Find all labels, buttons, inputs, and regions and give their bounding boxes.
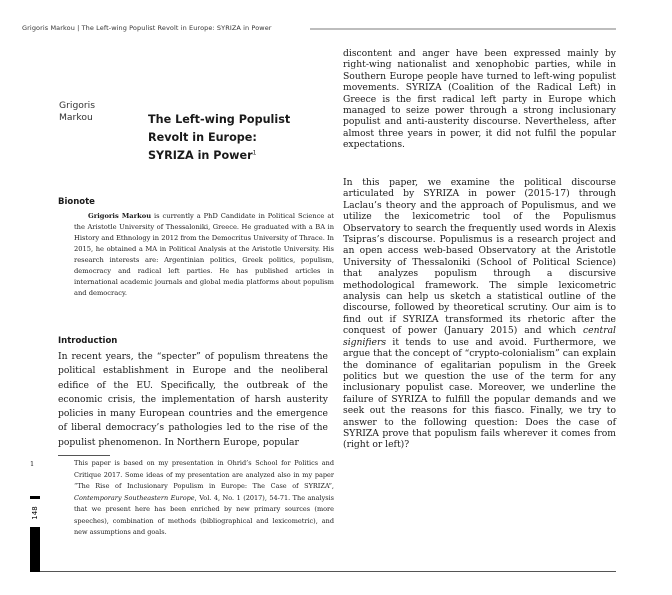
page-number: 148 (30, 499, 40, 527)
right-column-paragraph-2 (343, 177, 616, 451)
introduction-text: In recent years, the “specter” of populism threatens the political establishment in Europe and the neoliberal edifice of the EU. Specifically, the outbreak of the economic crisis, the implementation of harsh austerity policies in many European countries and the emergence of liberal democracy’s pathologies led to the rise of the populist phenomenon. In Northern Europe, popular (58, 351, 328, 448)
introduction-heading: Introduction (58, 336, 118, 346)
right-column-paragraph-1 (343, 48, 616, 151)
title-line: The Left-wing Populist (148, 113, 291, 126)
title-line (148, 147, 318, 165)
bionote-author-name: Grigoris Markou (88, 212, 152, 220)
bionote-heading: Bionote (58, 197, 95, 207)
header-rule (310, 28, 616, 30)
paragraph (343, 177, 616, 451)
author-name-sidebar (59, 100, 119, 124)
bionote-body: is currently a PhD Candidate in Political Science at the Aristotle University of Thessaloniki, Greece. He graduated with a BA in History and Ethnology in 2012 from the Democritus University of Thrace. In 2015, he obtained a MA in Political Analysis at the Aristotle University. His research interests are: Argentinian politics, Greek politics, populism, democracy and radical left parties. He has published articles in international academic journals and global media platforms about populism and democracy. (74, 212, 334, 297)
paragraph: discontent and anger have been expressed mainly by right-wing nationalist and xenophobic parties, while in Southern Europe people have turned to left-wing populist movements. SYRIZA (Coalition of the Radical Left) in Greece is the first radical left party in Europe which managed to seize power through a strong inclusionary populist and anti-austerity discourse. Nevertheless, after almost three years in power, it did not fulfil the popular expectations. (343, 48, 616, 151)
paragraph-text-start: In this paper, we examine the political discourse articulated by SYRIZA in power (2015-17) through Laclau’s theory and the approach of Populismus, and we utilize the lexicometric tool of the Populismus Observatory to search the frequently used words in Alexis Tsipras’s discourse. Populismus is a research project and an open access web-based Observatory at the Aristotle University of Thessaloniki (School of Political Science) that analyzes populism through a discursive methodological framework. The simple lexicometric analysis can help us sketch a statistical outline of the discourse, followed by theoretical scrutiny. Our aim is to find out if SYRIZA transformed its rhetoric after the conquest of power (January 2015) and which (343, 177, 616, 337)
title-footnote-mark: 1 (252, 149, 257, 157)
bottom-rule (40, 571, 616, 572)
footnote-journal: Contemporary Southeastern Europe (74, 493, 195, 502)
footnote-text-end: , Vol. 4, No. 1 (2017), 54-71. The analysis that we present here has been enriched by new primary sources (more speeches), combination of methods (bibliographical and lexicometric), and new assumptions and goals. (74, 493, 334, 536)
footnote-rule (58, 455, 110, 456)
author-first-name: Grigoris (59, 100, 96, 111)
author-last-name: Markou (59, 112, 93, 123)
article-title (148, 111, 318, 165)
paragraph-italic-term: central signifiers (343, 325, 616, 348)
footnote-text-start: This paper is based on my presentation in Ohrid’s School for Politics and Critique 2017. Some ideas of my presentation are analyzed also in my paper “The Rise of Inclusionary Populism in Europe: The Case of SYRIZA”, (74, 459, 334, 490)
footnote-text (74, 458, 334, 539)
title-line-text: SYRIZA in Power (148, 149, 253, 162)
running-head: Grigoris Markou | The Left-wing Populist Revolt in Europe: SYRIZA in Power (22, 24, 272, 32)
title-line: Revolt in Europe: (148, 131, 257, 144)
paragraph-text-end: it tends to use and avoid. Furthermore, we argue that the concept of “crypto-colonialism” can explain the dominance of egalitarian populism in the Greek politics but we question the use of the term for any inclusionary populist case. Moreover, we underline the failure of SYRIZA to fulfill the popular demands and we seek out the reasons for this fiasco. Finally, we try to answer to the following question: Does the case of SYRIZA prove that populism fails wherever it comes from (right or left)? (343, 336, 616, 451)
bionote-text (74, 211, 334, 299)
footnote-number: 1 (30, 460, 35, 468)
